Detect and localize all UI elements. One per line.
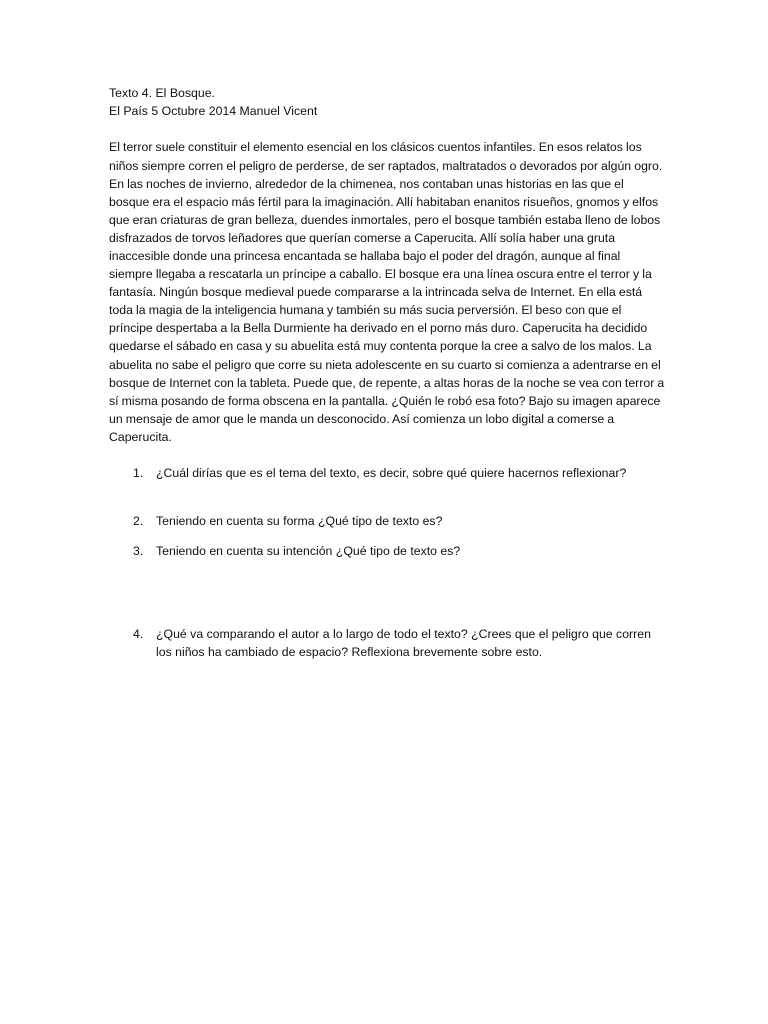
question-text: Teniendo en cuenta su forma ¿Qué tipo de texto es?	[156, 514, 443, 528]
question-text: ¿Qué va comparando el autor a lo largo de todo el texto? ¿Crees que el peligro que corren los niños ha cambiado de espacio? Reflexiona brevemente sobre esto.	[156, 627, 651, 660]
document-title: Texto 4. El Bosque.	[109, 86, 215, 100]
question-text: ¿Cuál dirías que es el tema del texto, es decir, sobre qué quiere hacernos reflexionar?	[156, 466, 627, 480]
question-text: Teniendo en cuenta su intención ¿Qué tipo de texto es?	[156, 544, 461, 558]
question-number: 4.	[133, 627, 144, 641]
question-number: 3.	[133, 544, 144, 558]
question-number: 1.	[133, 466, 144, 480]
document-body: El terror suele constituir el elemento esencial en los clásicos cuentos infantiles. En esos relatos los niños siempre corren el peligro de perderse, de ser raptados, maltratados o devorados por algún ogro. En las noches de invierno, alrededor de la chimenea, nos contaban unas historias en las que el bosque era el espacio más fértil para la imaginación. Allí habitaban enanitos risueños, gnomos y elfos que eran criaturas de gran belleza, duendes inmortales, pero el bosque también estaba lleno de lobos disfrazados de torvos leñadores que querían comerse a Caperucita. Allí solía haber una gruta inaccesible donde una princesa encantada se hallaba bajo el poder del dragón, aunque al final siempre llegaba a rescatarla un príncipe a caballo. El bosque era una línea oscura entre el terror y la fantasía. Ningún bosque medieval puede compararse a la intrincada selva de Internet. En ella está toda la magia de la inteligencia humana y también su más sucia perversión. El beso con que el príncipe despertaba a la Bella Durmiente ha derivado en el porno más duro. Caperucita ha decidido quedarse el sábado en casa y su abuelita está muy contenta porque la cree a salvo de los malos. La abuelita no sabe el peligro que corre su nieta adolescente en su cuarto si comienza a adentrarse en el bosque de Internet con la tableta. Puede que, de repente, a altas horas de la noche se vea con terror a sí misma posando de forma obscena en la pantalla. ¿Quién le robó esa foto? Bajo su imagen aparece un mensaje de amor que le manda un desconocido. Así comienza un lobo digital a comerse a Caperucita.	[109, 140, 665, 444]
document-content	[109, 84, 665, 660]
document-source: El País 5 Octubre 2014 Manuel Vicent	[109, 104, 318, 119]
question-number: 2.	[133, 514, 144, 528]
